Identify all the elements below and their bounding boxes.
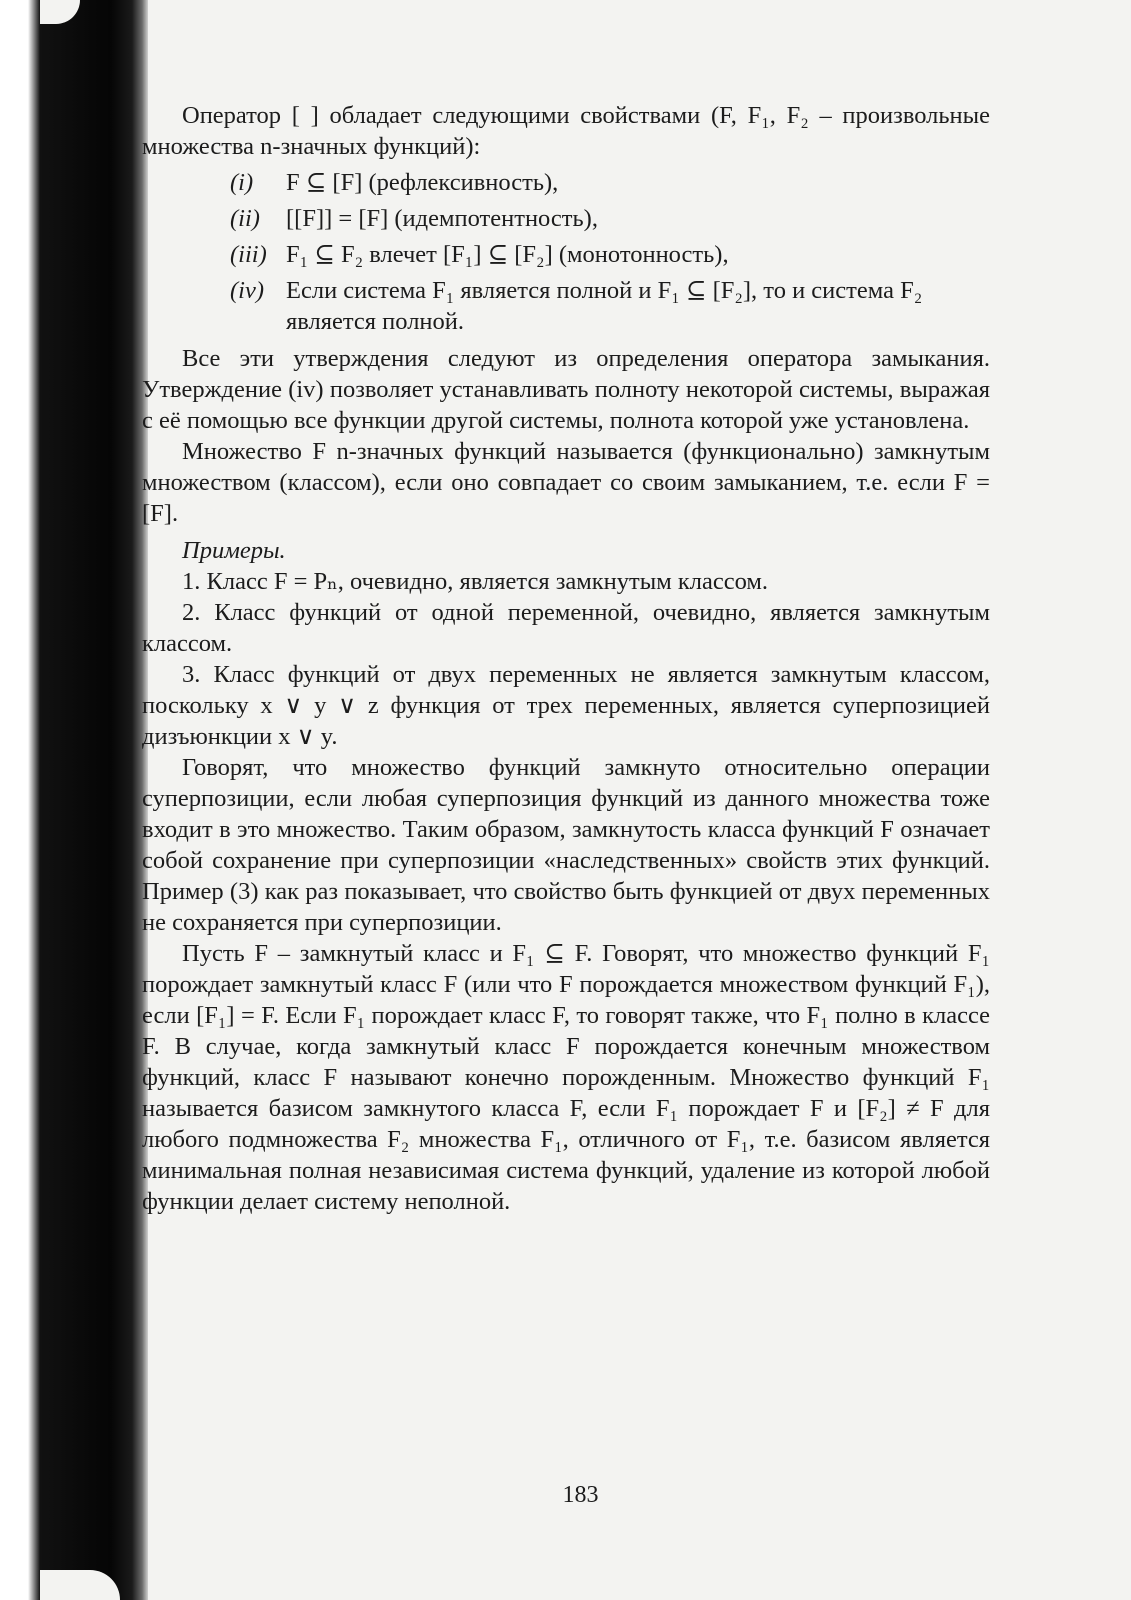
example-3: 3. Класс функций от двух переменных не является замкнутым классом, поскольку x ∨ y ∨ z функция от трех переменных, является суперпозицией дизъюнкции x ∨ y. xyxy=(142,661,990,750)
examples-heading: Примеры. xyxy=(182,537,286,564)
property-number: (i) xyxy=(230,169,254,196)
property-text: F₁ ⊆ F₂ влечет [F₁] ⊆ [F₂] (монотонность), xyxy=(286,241,729,268)
properties-list xyxy=(142,167,990,337)
property-number: (ii) xyxy=(230,205,260,232)
example-2: 2. Класс функций от одной переменной, очевидно, является замкнутым классом. xyxy=(142,599,990,657)
intro-paragraph: Оператор [ ] обладает следующими свойствами (F, F₁, F₂ – произвольные множества n-значных функций): xyxy=(142,102,990,160)
property-item xyxy=(230,167,990,198)
closed-set-definition: Множество F n-значных функций называется (функционально) замкнутым множеством (классом), если оно совпадает со своим замыканием, т.е. если F = [F]. xyxy=(142,438,990,527)
generating-set-paragraph: Пусть F – замкнутый класс и F₁ ⊆ F. Говорят, что множество функций F₁ порождает замкнутый класс F (или что F порождается множеством функций F₁), если [F₁] = F. Если F₁ порождает класс F, то говорят также, что F₁ полно в классе F. В случае, когда замкнутый класс F порождается конечным множеством функций, класс F называют конечно порожденным. Множество функций F₁ называется базисом замкнутого класса F, если F₁ порождает F и [F₂] ≠ F для любого подмножества F₂ множества F₁, отличного от F₁, т.е. базисом является минимальная полная независимая система функций, удаление из которой любой функции делает систему неполной. xyxy=(142,940,990,1215)
closed-under-superposition-paragraph: Говорят, что множество функций замкнуто относительно операции суперпозиции, если любая суперпозиция функций из данного множества тоже входит в это множество. Таким образом, замкнутость класса функций F означает собой сохранение при суперпозиции «наследственных» свойств этих функций. Пример (3) как раз показывает, что свойство быть функцией от двух переменных не сохраняется при суперпозиции. xyxy=(142,754,990,936)
property-number: (iii) xyxy=(230,241,267,268)
example-1: 1. Класс F = Pₙ, очевидно, является замкнутым классом. xyxy=(182,568,768,595)
closure-statements-paragraph: Все эти утверждения следуют из определения оператора замыкания. Утверждение (iv) позволяет устанавливать полноту некоторой системы, выражая с её помощью все функции другой системы, полнота которой уже установлена. xyxy=(142,345,990,434)
property-text: [[F]] = [F] (идемпотентность), xyxy=(286,205,598,232)
property-text: Если система F₁ является полной и F₁ ⊆ [F₂], то и система F₂ является полной. xyxy=(286,277,923,335)
property-item xyxy=(230,275,990,337)
scan-binding-shadow xyxy=(0,0,148,1600)
page-body xyxy=(142,100,990,1217)
page-number: 183 xyxy=(562,1482,599,1508)
property-text: F ⊆ [F] (рефлексивность), xyxy=(286,169,559,196)
property-item xyxy=(230,203,990,234)
property-item xyxy=(230,239,990,270)
property-number: (iv) xyxy=(230,277,264,304)
